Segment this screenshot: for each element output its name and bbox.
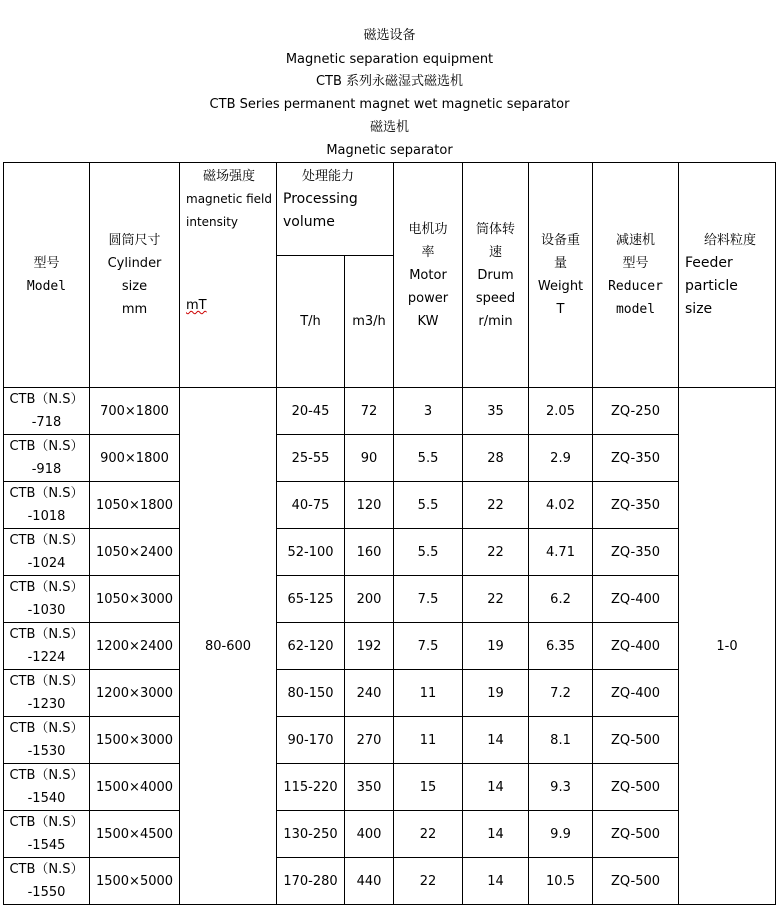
- cell-motor-power: 11: [394, 670, 463, 717]
- cell-drum-speed: 19: [463, 623, 529, 670]
- cell-throughput-th: 65-125: [277, 576, 345, 623]
- cell-throughput-m3h: 350: [345, 764, 394, 811]
- cell-cylinder: 900×1800: [90, 435, 180, 482]
- cell-cylinder: 1050×2400: [90, 529, 180, 576]
- table-row: [4, 717, 776, 764]
- header-row-1: [4, 163, 776, 256]
- table-row: [4, 388, 776, 435]
- cell-cylinder: 1500×4500: [90, 811, 180, 858]
- cell-model: CTB（N.S） -1024: [4, 529, 90, 576]
- cell-reducer: ZQ-500: [593, 858, 679, 905]
- header-processing: 处理能力 Processing volume: [277, 163, 394, 256]
- table-row: [4, 623, 776, 670]
- cell-weight: 4.71: [529, 529, 593, 576]
- table-row: [4, 858, 776, 905]
- cell-throughput-th: 170-280: [277, 858, 345, 905]
- header-motor: 电机功 率 Motor power KW: [394, 163, 463, 388]
- cell-cylinder: 1050×3000: [90, 576, 180, 623]
- cell-drum-speed: 35: [463, 388, 529, 435]
- cell-weight: 9.3: [529, 764, 593, 811]
- cell-throughput-th: 130-250: [277, 811, 345, 858]
- cell-motor-power: 22: [394, 858, 463, 905]
- cell-reducer: ZQ-250: [593, 388, 679, 435]
- header-feeder: 给料粒度 Feeder particle size: [679, 163, 776, 388]
- cell-throughput-m3h: 200: [345, 576, 394, 623]
- cell-drum-speed: 14: [463, 858, 529, 905]
- header-m3h-unit: m3/h: [345, 256, 394, 388]
- header-drum: 筒体转 速 Drum speed r/min: [463, 163, 529, 388]
- cell-model: CTB（N.S） -1018: [4, 482, 90, 529]
- cell-throughput-m3h: 90: [345, 435, 394, 482]
- cell-throughput-m3h: 440: [345, 858, 394, 905]
- title-en-2: CTB Series permanent magnet wet magnetic separator: [209, 97, 570, 112]
- cell-reducer: ZQ-350: [593, 482, 679, 529]
- cell-motor-power: 11: [394, 717, 463, 764]
- cell-reducer: ZQ-400: [593, 576, 679, 623]
- table-row: [4, 670, 776, 717]
- cell-drum-speed: 28: [463, 435, 529, 482]
- cell-weight: 4.02: [529, 482, 593, 529]
- header-cylinder: 圆筒尺寸 Cylinder size mm: [90, 163, 180, 388]
- cell-throughput-m3h: 192: [345, 623, 394, 670]
- cell-drum-speed: 22: [463, 482, 529, 529]
- cell-throughput-m3h: 120: [345, 482, 394, 529]
- cell-field-intensity: 80-600: [180, 388, 277, 905]
- cell-motor-power: 3: [394, 388, 463, 435]
- cell-feeder-size: 1-0: [679, 388, 776, 905]
- cell-reducer: ZQ-500: [593, 717, 679, 764]
- cell-weight: 6.2: [529, 576, 593, 623]
- title-en-1: Magnetic separation equipment: [285, 52, 494, 67]
- cell-motor-power: 22: [394, 811, 463, 858]
- cell-weight: 6.35: [529, 623, 593, 670]
- cell-motor-power: 5.5: [394, 482, 463, 529]
- header-weight: 设备重 量 Weight T: [529, 163, 593, 388]
- cell-model: CTB（N.S） -1530: [4, 717, 90, 764]
- title-zh-2: CTB 系列永磁湿式磁选机: [315, 74, 464, 89]
- cell-weight: 8.1: [529, 717, 593, 764]
- cell-reducer: ZQ-400: [593, 623, 679, 670]
- cell-model: CTB（N.S） -1230: [4, 670, 90, 717]
- cell-model: CTB（N.S） -1224: [4, 623, 90, 670]
- cell-weight: 2.05: [529, 388, 593, 435]
- table-row: [4, 529, 776, 576]
- title-zh-3: 磁选机: [369, 120, 409, 135]
- cell-throughput-m3h: 72: [345, 388, 394, 435]
- cell-model: CTB（N.S） -718: [4, 388, 90, 435]
- cell-cylinder: 1200×2400: [90, 623, 180, 670]
- cell-drum-speed: 22: [463, 576, 529, 623]
- cell-cylinder: 1500×3000: [90, 717, 180, 764]
- cell-reducer: ZQ-350: [593, 529, 679, 576]
- cell-throughput-th: 62-120: [277, 623, 345, 670]
- cell-motor-power: 5.5: [394, 529, 463, 576]
- cell-cylinder: 1500×4000: [90, 764, 180, 811]
- cell-motor-power: 15: [394, 764, 463, 811]
- cell-throughput-th: 25-55: [277, 435, 345, 482]
- cell-drum-speed: 14: [463, 764, 529, 811]
- cell-reducer: ZQ-350: [593, 435, 679, 482]
- cell-reducer: ZQ-400: [593, 670, 679, 717]
- cell-throughput-m3h: 160: [345, 529, 394, 576]
- header-model: 型号 Model: [4, 163, 90, 388]
- title-zh-1: 磁选设备: [363, 28, 416, 43]
- header-field-intensity: 磁场强度 magnetic field intensity mT: [180, 163, 277, 388]
- cell-model: CTB（N.S） -1550: [4, 858, 90, 905]
- cell-weight: 10.5: [529, 858, 593, 905]
- table-row: [4, 811, 776, 858]
- cell-weight: 7.2: [529, 670, 593, 717]
- cell-reducer: ZQ-500: [593, 764, 679, 811]
- cell-throughput-th: 80-150: [277, 670, 345, 717]
- cell-weight: 9.9: [529, 811, 593, 858]
- cell-drum-speed: 14: [463, 811, 529, 858]
- spec-table: [3, 162, 776, 905]
- table-row: [4, 576, 776, 623]
- cell-cylinder: 1050×1800: [90, 482, 180, 529]
- cell-reducer: ZQ-500: [593, 811, 679, 858]
- cell-throughput-th: 40-75: [277, 482, 345, 529]
- cell-throughput-m3h: 240: [345, 670, 394, 717]
- cell-cylinder: 1200×3000: [90, 670, 180, 717]
- cell-weight: 2.9: [529, 435, 593, 482]
- cell-throughput-m3h: 400: [345, 811, 394, 858]
- cell-model: CTB（N.S） -1545: [4, 811, 90, 858]
- table-row: [4, 435, 776, 482]
- table-row: [4, 764, 776, 811]
- header-reducer: 减速机 型号 Reducer model: [593, 163, 679, 388]
- cell-throughput-th: 90-170: [277, 717, 345, 764]
- cell-throughput-th: 115-220: [277, 764, 345, 811]
- cell-motor-power: 5.5: [394, 435, 463, 482]
- cell-motor-power: 7.5: [394, 576, 463, 623]
- header-th-unit: T/h: [277, 256, 345, 388]
- cell-drum-speed: 19: [463, 670, 529, 717]
- cell-cylinder: 700×1800: [90, 388, 180, 435]
- cell-throughput-th: 52-100: [277, 529, 345, 576]
- cell-model: CTB（N.S） -1540: [4, 764, 90, 811]
- cell-drum-speed: 22: [463, 529, 529, 576]
- cell-throughput-th: 20-45: [277, 388, 345, 435]
- table-row: [4, 482, 776, 529]
- cell-throughput-m3h: 270: [345, 717, 394, 764]
- cell-drum-speed: 14: [463, 717, 529, 764]
- cell-model: CTB（N.S） -1030: [4, 576, 90, 623]
- cell-motor-power: 7.5: [394, 623, 463, 670]
- cell-cylinder: 1500×5000: [90, 858, 180, 905]
- title-en-3: Magnetic separator: [326, 143, 453, 158]
- cell-model: CTB（N.S） -918: [4, 435, 90, 482]
